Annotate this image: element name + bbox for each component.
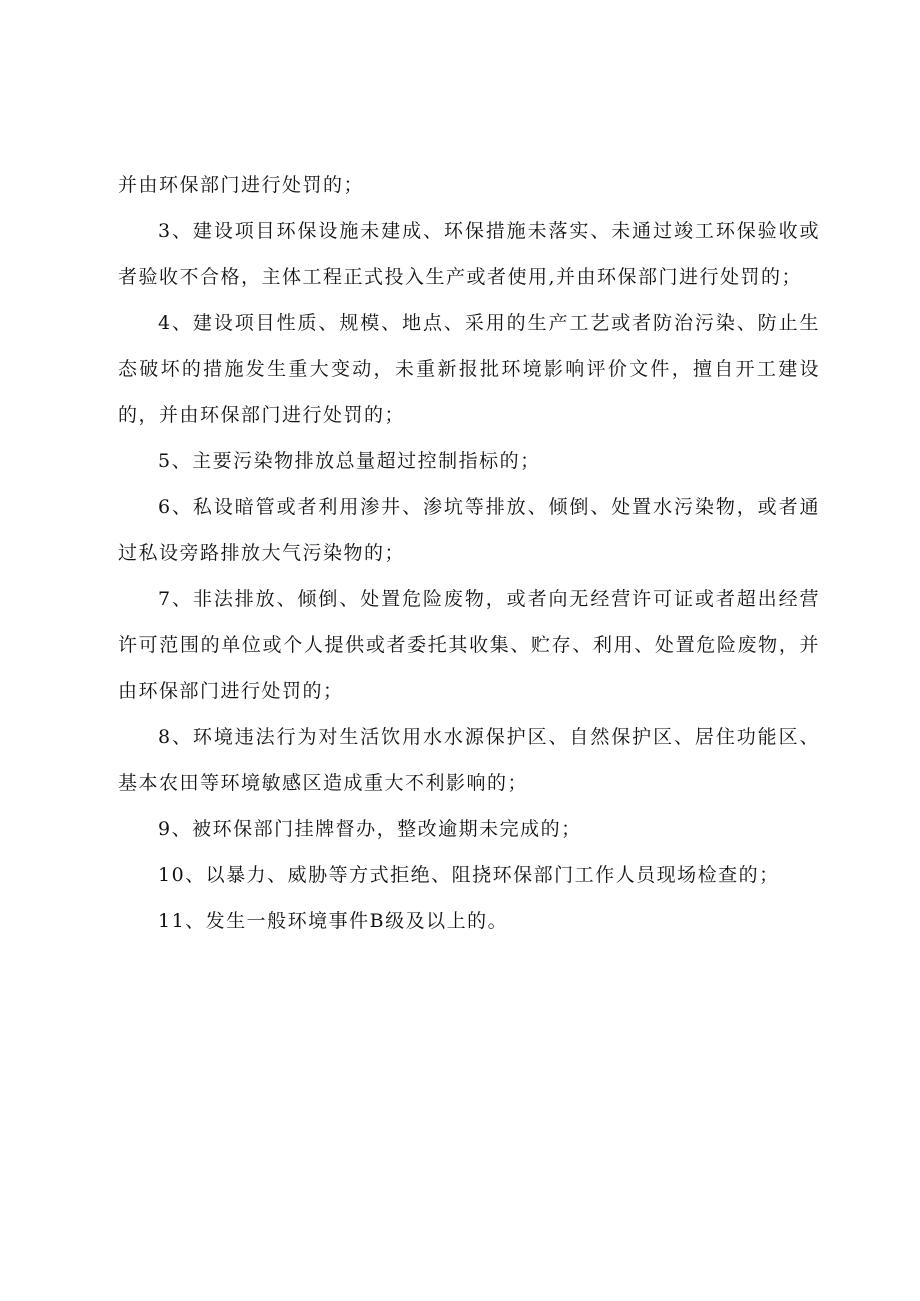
document-body (118, 162, 820, 944)
paragraph-item-11: 11、发生一般环境事件B级及以上的。 (158, 910, 509, 932)
paragraph-continuation: 并由环保部门进行处罚的； (118, 174, 365, 196)
paragraph-item-3: 3、建设项目环保设施未建成、环保措施未落实、未通过竣工环保验收或者验收不合格，主体工程正式投入生产或者使用,并由环保部门进行处罚的； (118, 220, 820, 288)
paragraph-item-5: 5、主要污染物排放总量超过控制指标的； (158, 450, 541, 472)
paragraph-item-8: 8、环境违法行为对生活饮用水水源保护区、自然保护区、居住功能区、基本农田等环境敏感区造成重大不利影响的； (118, 726, 820, 794)
paragraph-item-6: 6、私设暗管或者利用渗井、渗坑等排放、倾倒、处置水污染物，或者通过私设旁路排放大气污染物的； (118, 496, 820, 564)
paragraph-item-4: 4、建设项目性质、规模、地点、采用的生产工艺或者防治污染、防止生态破坏的措施发生重大变动，未重新报批环境影响评价文件，擅自开工建设的，并由环保部门进行处罚的； (118, 312, 820, 426)
paragraph-item-10: 10、以暴力、威胁等方式拒绝、阻挠环保部门工作人员现场检查的； (158, 864, 780, 886)
paragraph-item-9: 9、被环保部门挂牌督办，整改逾期未完成的； (158, 818, 582, 840)
paragraph-item-7: 7、非法排放、倾倒、处置危险废物，或者向无经营许可证或者超出经营许可范围的单位或个人提供或者委托其收集、贮存、利用、处置危险废物，并由环保部门进行处罚的； (118, 588, 820, 702)
